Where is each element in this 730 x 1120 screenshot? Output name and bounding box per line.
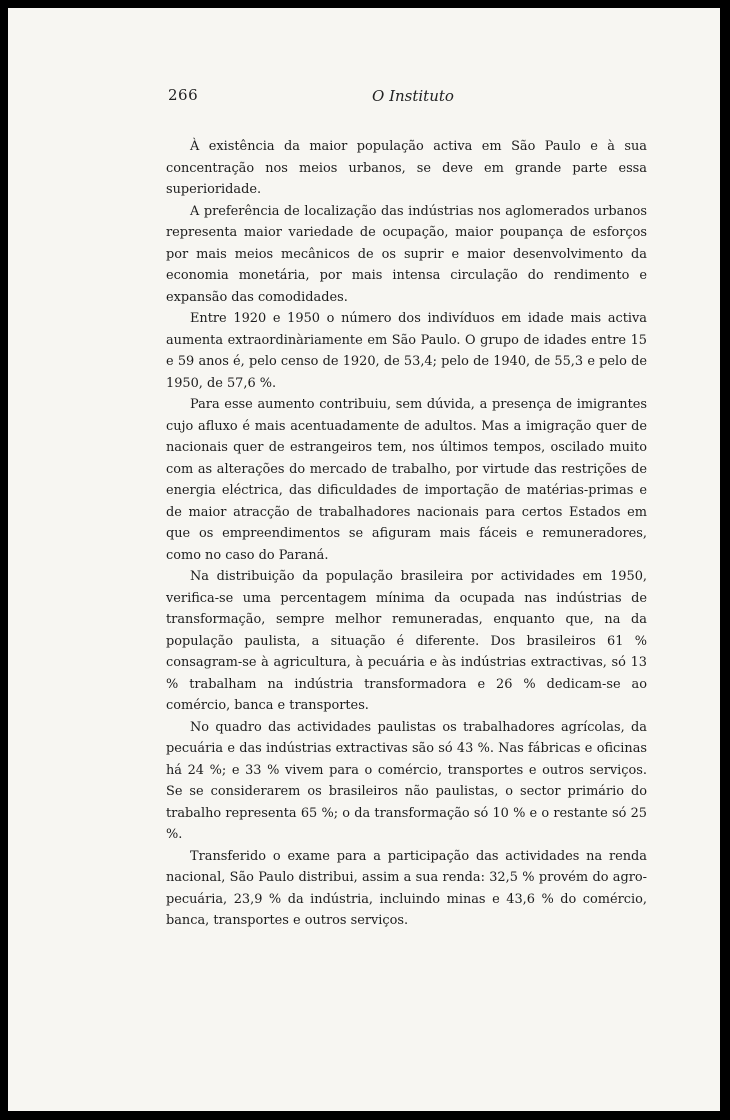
page-number: 266 bbox=[168, 86, 199, 104]
paragraph: À existência da maior população activa em São Paulo e à sua concentração nos meios urbanos, se deve em grande parte essa superioridade. bbox=[166, 139, 647, 197]
body-text bbox=[166, 136, 647, 932]
paragraph: Na distribuição da população brasileira por actividades em 1950, verifica-se uma percentagem mínima da ocupada nas indústrias de transformação, sempre melhor remuneradas, enquanto que, na da população paulista, a situação é diferente. Dos brasileiros 61 % consagram-se à agricultura, à pecuária e às indústrias extractivas, só 13 % trabalham na indústria transformadora e 26 % dedicam-se ao comércio, banca e transportes. bbox=[166, 569, 647, 713]
paragraph: No quadro das actividades paulistas os trabalhadores agrícolas, da pecuária e das indústrias extractivas são só 43 %. Nas fábricas e oficinas há 24 %; e 33 % vivem para o comércio, transportes e outros serviços. Se se considerarem os brasileiros não paulistas, o sector primário do trabalho representa 65 %; o da transformação só 10 % e o restante só 25 %. bbox=[166, 719, 647, 842]
running-head: O Instituto bbox=[372, 87, 454, 105]
book-page bbox=[8, 8, 720, 1111]
paragraph: Para esse aumento contribuiu, sem dúvida, a presença de imigrantes cujo afluxo é mais acentuadamente de adultos. Mas a imigração quer de nacionais quer de estrangeiros tem, nos últimos tempos, oscilado muito com as alterações do mercado de trabalho, por virtude das restrições de energia eléctrica, das dificuldades de importação de matérias-primas e de maior atracção de trabalhadores nacionais para certos Estados em que os empreendimentos se afiguram mais fáceis e remuneradores, como no caso do Paraná. bbox=[166, 397, 647, 563]
page-header bbox=[8, 86, 720, 110]
paragraph: A preferência de localização das indústrias nos aglomerados urbanos representa maior variedade de ocupação, maior poupança de esforços por mais meios mecânicos de os suprir e maior desenvolvimento da economia monetária, por mais intensa circulação do rendimento e expansão das comodidades. bbox=[166, 203, 647, 305]
paragraph: Entre 1920 e 1950 o número dos indivíduos em idade mais activa aumenta extraordinàriamente em São Paulo. O grupo de idades entre 15 e 59 anos é, pelo censo de 1920, de 53,4; pelo de 1940, de 55,3 e pelo de 1950, de 57,6 %. bbox=[166, 311, 647, 391]
paragraph: Transferido o exame para a participação das actividades na renda nacional, São Paulo distribui, assim a sua renda: 32,5 % provém do agro-pecuária, 23,9 % da indústria, incluindo minas e 43,6 % do comércio, banca, transportes e outros serviços. bbox=[166, 848, 647, 928]
